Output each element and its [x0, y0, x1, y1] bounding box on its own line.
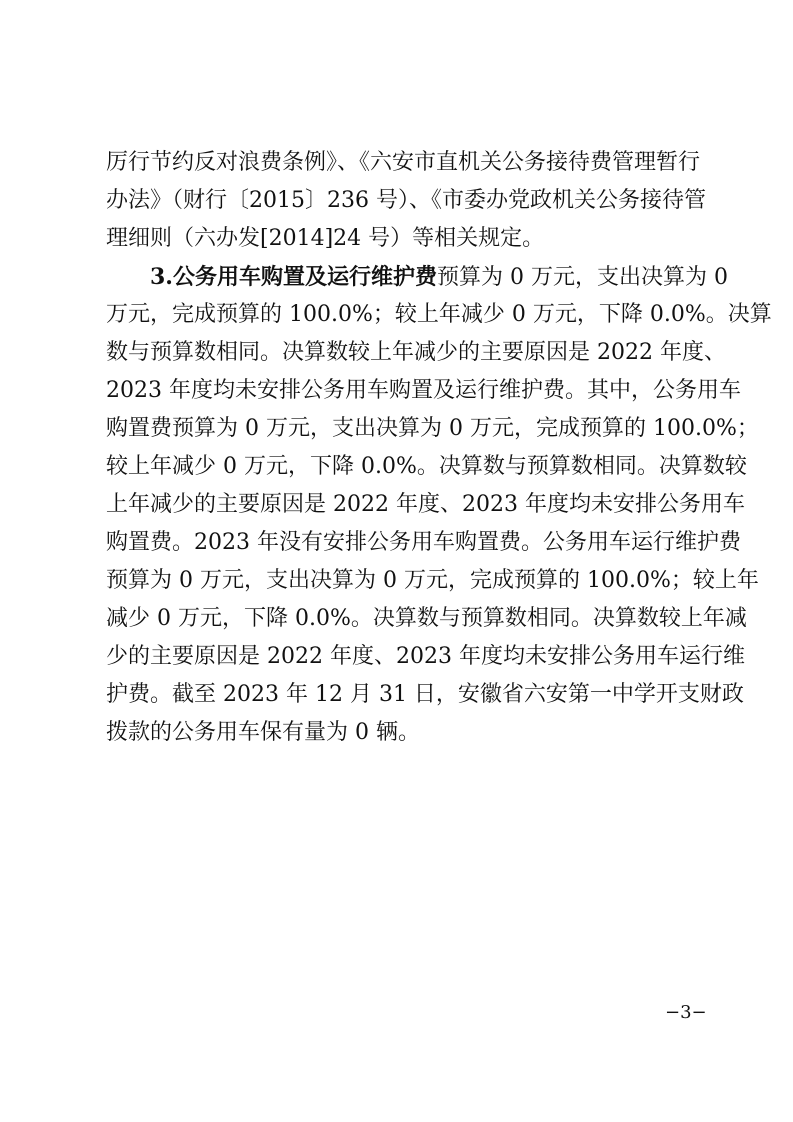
text-line-content: 购置费。2023 年没有安排公务用车购置费。公务用车运行维护费	[106, 530, 741, 555]
text-line-content: 数与预算数相同。决算数较上年减少的主要原因是 2022 年度、	[106, 340, 726, 365]
text-line	[106, 524, 741, 562]
text-line	[106, 372, 741, 410]
text-line	[106, 334, 726, 372]
text-line	[106, 486, 745, 524]
text-line	[106, 410, 759, 448]
text-line-content: 较上年减少 0 万元，下降 0.0%。决算数与预算数相同。决算数较	[106, 454, 747, 479]
text-line	[106, 676, 744, 714]
paragraph-vehicle-expense	[106, 258, 772, 752]
text-line-content: 预算为 0 万元，支出决算为 0 万元，完成预算的 100.0%；较上年	[106, 568, 759, 593]
text-line	[106, 562, 759, 600]
text-line-content: 理细则（六办发[2014]24 号）等相关规定。	[106, 226, 545, 251]
text-line-content: 少的主要原因是 2022 年度、2023 年度均未安排公务用车运行维	[106, 644, 745, 669]
text-line	[106, 638, 745, 676]
text-line	[106, 258, 728, 296]
page-number: −3−	[665, 1002, 707, 1023]
text-line-content: 减少 0 万元，下降 0.0%。决算数与预算数相同。决算数较上年减	[106, 606, 747, 631]
text-line-content: 2023 年度均未安排公务用车购置及运行维护费。其中，公务用车	[106, 378, 741, 403]
text-line	[106, 144, 701, 182]
text-line-content: 拨款的公务用车保有量为 0 辆。	[106, 720, 420, 745]
section-heading: 3.公务用车购置及运行维护费	[150, 264, 437, 290]
text-line-content: 厉行节约反对浪费条例》、《六安市直机关公务接待费管理暂行	[106, 150, 701, 175]
text-line-content: 购置费预算为 0 万元，支出决算为 0 万元，完成预算的 100.0%；	[106, 416, 759, 441]
text-line	[106, 296, 772, 334]
paragraph-regulations	[106, 144, 706, 258]
text-line-content: 万元，完成预算的 100.0%；较上年减少 0 万元，下降 0.0%。决算	[106, 302, 772, 327]
text-line	[106, 448, 747, 486]
text-line-content: 预算为 0 万元，支出决算为 0	[436, 265, 728, 290]
text-line	[106, 220, 696, 258]
document-body	[106, 144, 772, 752]
text-line	[106, 182, 706, 220]
text-line-content: 护费。截至 2023 年 12 月 31 日，安徽省六安第一中学开支财政	[106, 682, 744, 707]
text-line-content: 办法》（财行〔2015〕236 号）、《市委办党政机关公务接待管	[106, 188, 706, 213]
text-line	[106, 714, 696, 752]
text-line	[106, 600, 747, 638]
text-line-content: 上年减少的主要原因是 2022 年度、2023 年度均未安排公务用车	[106, 492, 745, 517]
